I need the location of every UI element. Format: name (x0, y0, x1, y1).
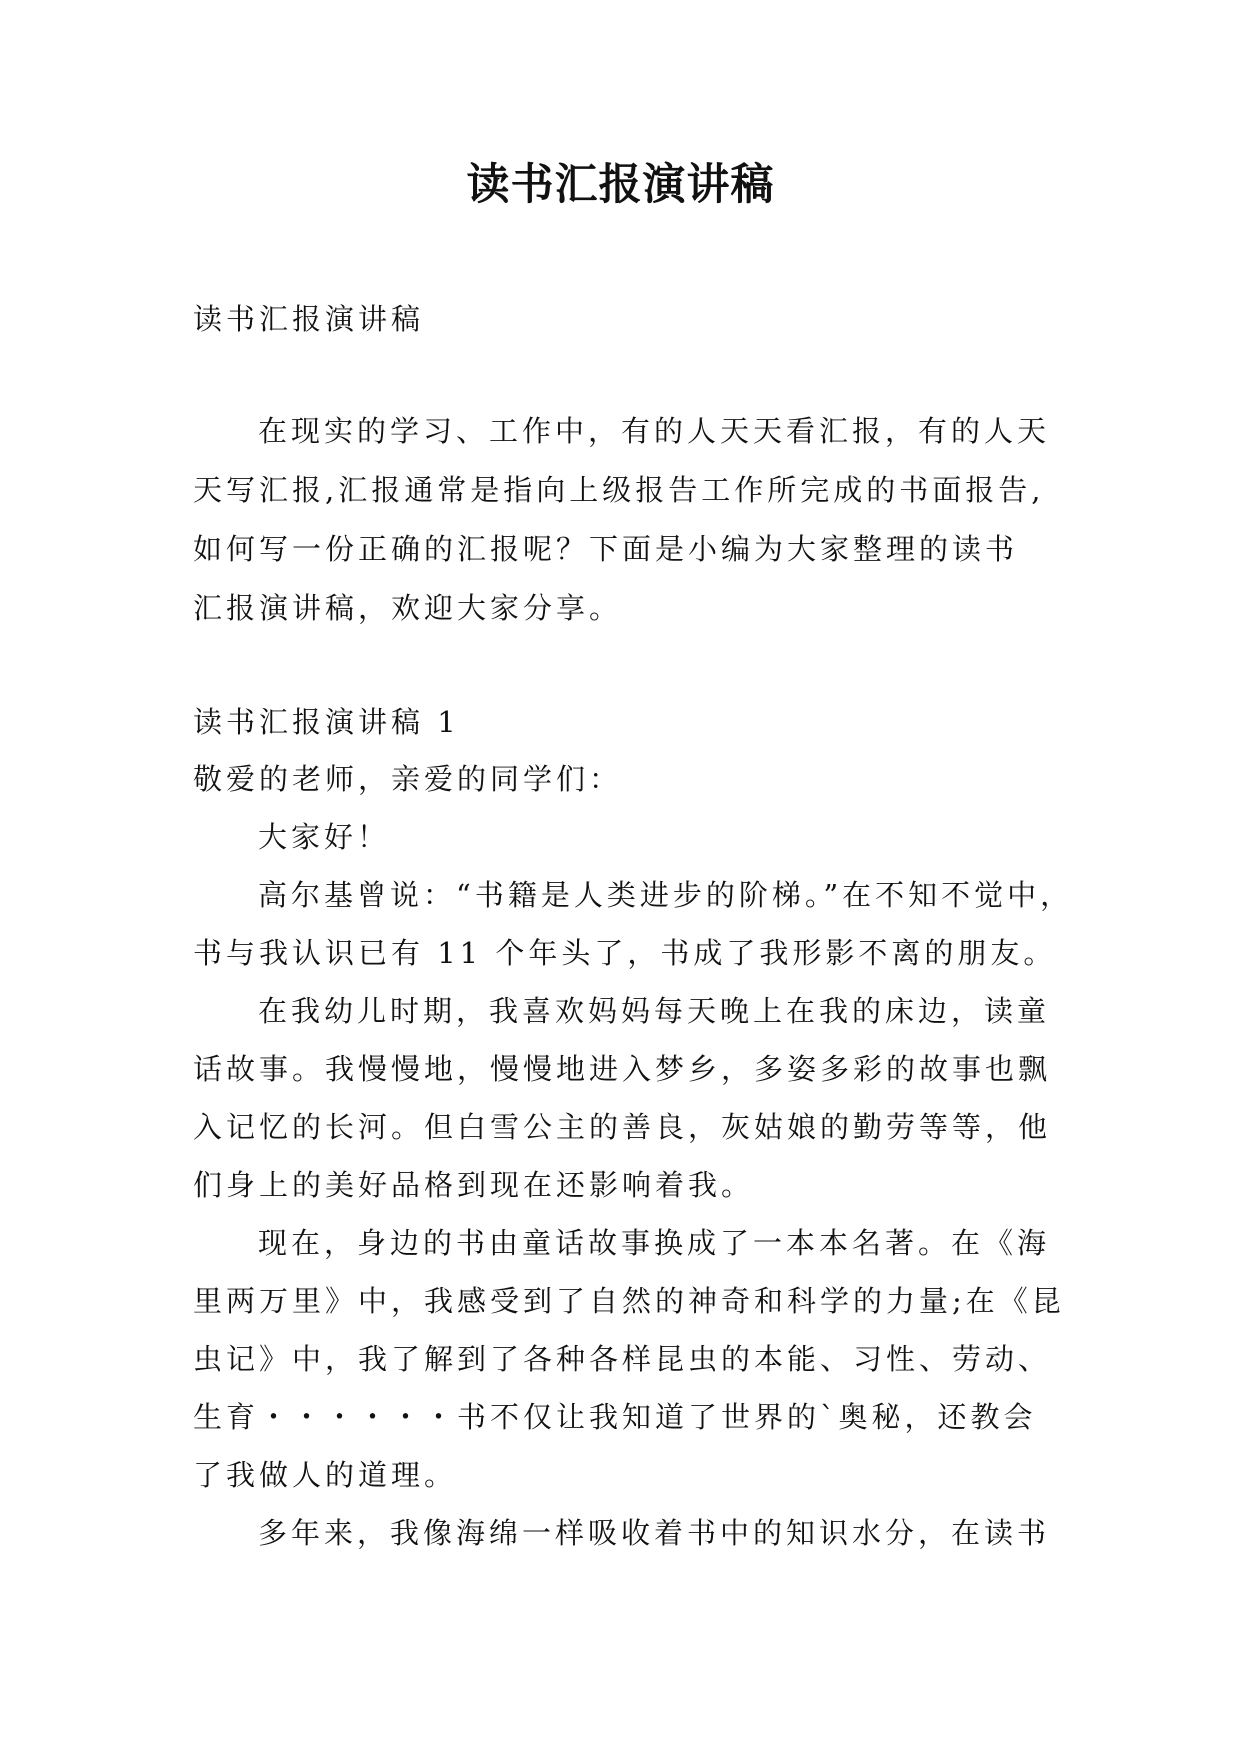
body-line: 生育・・・・・・书不仅让我知道了世界的`奥秘，还教会 (193, 1400, 1037, 1434)
intro-line: 如何写一份正确的汇报呢？下面是小编为大家整理的读书 (193, 532, 1019, 566)
hello-line: 大家好！ (258, 820, 391, 854)
greeting: 敬爱的老师，亲爱的同学们： (193, 762, 623, 796)
document-title: 读书汇报演讲稿 (466, 160, 775, 210)
section-heading: 读书汇报演讲稿 1 (193, 705, 460, 739)
body-line: 入记忆的长河。但白雪公主的善良，灰姑娘的勤劳等等，他 (193, 1110, 1052, 1144)
body-line: 了我做人的道理。 (193, 1458, 458, 1492)
body-line: 在我幼儿时期，我喜欢妈妈每天晚上在我的床边，读童 (258, 994, 1051, 1028)
body-line: 书与我认识已有 11 个年头了，书成了我形影不离的朋友。 (193, 936, 1057, 970)
body-line: 虫记》中，我了解到了各种各样昆虫的本能、习性、劳动、 (193, 1342, 1052, 1376)
body-line: 里两万里》中，我感受到了自然的神奇和科学的力量;在《昆 (193, 1284, 1065, 1318)
body-line: 高尔基曾说：“书籍是人类进步的阶梯。”在不知不觉中， (258, 878, 1074, 912)
intro-line: 天写汇报,汇报通常是指向上级报告工作所完成的书面报告, (193, 473, 1045, 507)
body-line: 多年来，我像海绵一样吸收着书中的知识水分，在读书 (258, 1516, 1051, 1550)
body-line: 现在，身边的书由童话故事换成了一本本名著。在《海 (258, 1226, 1051, 1260)
intro-line: 汇报演讲稿，欢迎大家分享。 (193, 591, 623, 625)
subtitle: 读书汇报演讲稿 (193, 302, 425, 336)
intro-line: 在现实的学习、工作中，有的人天天看汇报，有的人天 (258, 414, 1051, 448)
body-line: 话故事。我慢慢地，慢慢地进入梦乡，多姿多彩的故事也飘 (193, 1052, 1052, 1086)
body-line: 们身上的美好品格到现在还影响着我。 (193, 1168, 755, 1202)
